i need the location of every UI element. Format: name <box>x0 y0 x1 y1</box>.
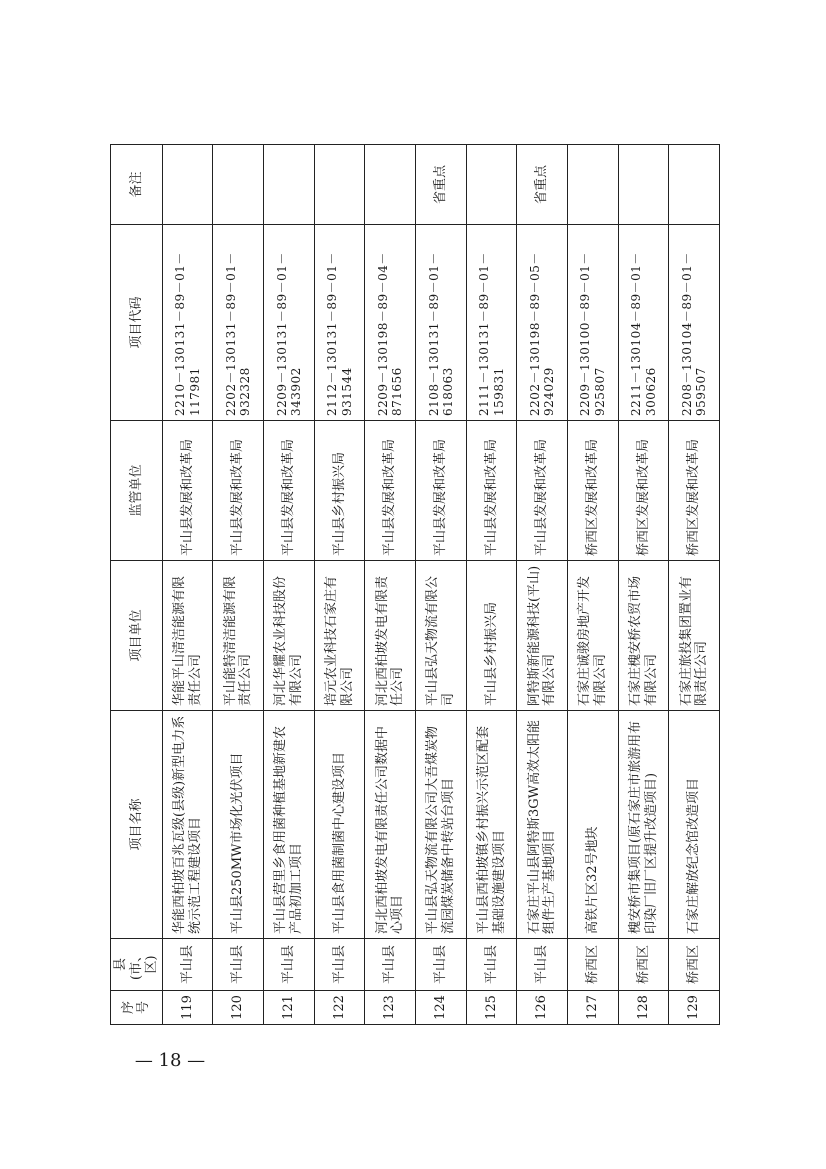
cell-county: 平山县 <box>517 939 568 991</box>
table-row <box>517 145 568 1025</box>
cell-seq: 122 <box>314 991 365 1025</box>
cell-county: 平山县 <box>314 939 365 991</box>
cell-county: 桥西区 <box>618 939 669 991</box>
cell-county: 平山县 <box>162 939 213 991</box>
table-header-row <box>111 145 163 1025</box>
cell-project-code: 2112－130131－89－01－931544 <box>314 225 365 421</box>
cell-note <box>618 145 669 225</box>
table-body <box>162 145 719 1025</box>
cell-supervisor: 平山县发展和改革局 <box>162 421 213 561</box>
page-number: — 18 — <box>134 1049 206 1071</box>
cell-note <box>162 145 213 225</box>
cell-county: 桥西区 <box>669 939 720 991</box>
cell-project-unit: 河北西柏坡发电有限责任公司 <box>365 561 416 711</box>
cell-project-code: 2209－130131－89－01－343902 <box>264 225 315 421</box>
cell-supervisor: 桥西区发展和改革局 <box>568 421 619 561</box>
cell-project-code: 2202－130198－89－05－924029 <box>517 225 568 421</box>
cell-supervisor: 桥西区发展和改革局 <box>669 421 720 561</box>
cell-project-unit: 河北华耀农业科技股份有限公司 <box>264 561 315 711</box>
cell-project-unit: 平山县乡村振兴局 <box>466 561 517 711</box>
cell-supervisor: 平山县发展和改革局 <box>213 421 264 561</box>
cell-note: 省重点 <box>517 145 568 225</box>
cell-seq: 125 <box>466 991 517 1025</box>
cell-project-name: 石家庄平山县阿特斯3GW高效太阳能组件生产基地项目 <box>517 711 568 939</box>
cell-seq: 128 <box>618 991 669 1025</box>
cell-project-unit: 华能平山清洁能源有限责任公司 <box>162 561 213 711</box>
header-project-name: 项目名称 <box>111 711 163 939</box>
cell-project-name: 河北西柏坡发电有限责任公司数据中心项目 <box>365 711 416 939</box>
cell-county: 桥西区 <box>568 939 619 991</box>
cell-project-code: 2108－130131－89－01－618063 <box>416 225 467 421</box>
cell-seq: 120 <box>213 991 264 1025</box>
cell-project-unit: 石家庄旅投集团置业有限责任公司 <box>669 561 720 711</box>
cell-project-name: 平山县食用菌制菌中心建设项目 <box>314 711 365 939</box>
cell-project-unit: 石家庄诚骏房地产开发有限公司 <box>568 561 619 711</box>
cell-project-code: 2111－130131－89－01－159831 <box>466 225 517 421</box>
cell-seq: 119 <box>162 991 213 1025</box>
cell-project-code: 2208－130104－89－01－959507 <box>669 225 720 421</box>
cell-supervisor: 平山县发展和改革局 <box>264 421 315 561</box>
header-seq: 序号 <box>111 991 163 1025</box>
cell-note: 省重点 <box>416 145 467 225</box>
table-row <box>618 145 669 1025</box>
cell-supervisor: 平山县发展和改革局 <box>466 421 517 561</box>
cell-seq: 127 <box>568 991 619 1025</box>
cell-seq: 121 <box>264 991 315 1025</box>
cell-county: 平山县 <box>264 939 315 991</box>
cell-project-code: 2209－130198－89－04－871656 <box>365 225 416 421</box>
cell-project-code: 2210－130131－89－01－117981 <box>162 225 213 421</box>
cell-seq: 126 <box>517 991 568 1025</box>
cell-project-unit: 培元农业科技石家庄有限公司 <box>314 561 365 711</box>
rotated-table-wrapper <box>110 145 720 1025</box>
cell-supervisor: 平山县发展和改革局 <box>416 421 467 561</box>
cell-supervisor: 平山县乡村振兴局 <box>314 421 365 561</box>
cell-project-code: 2202－130131－89－01－932328 <box>213 225 264 421</box>
cell-note <box>669 145 720 225</box>
cell-county: 平山县 <box>213 939 264 991</box>
cell-supervisor: 桥西区发展和改革局 <box>618 421 669 561</box>
cell-project-name: 高铁片区32号地块 <box>568 711 619 939</box>
header-project-code: 项目代码 <box>111 225 163 421</box>
cell-supervisor: 平山县发展和改革局 <box>365 421 416 561</box>
cell-note <box>264 145 315 225</box>
table-row <box>213 145 264 1025</box>
table-row <box>314 145 365 1025</box>
cell-note <box>568 145 619 225</box>
table-row <box>416 145 467 1025</box>
cell-county: 平山县 <box>466 939 517 991</box>
table-row <box>264 145 315 1025</box>
cell-seq: 124 <box>416 991 467 1025</box>
header-supervisor: 监管单位 <box>111 421 163 561</box>
cell-project-name: 平山县西柏坡镇乡村振兴示范区配套基础设施建设项目 <box>466 711 517 939</box>
cell-project-unit: 阿特斯新能源科技(平山)有限公司 <box>517 561 568 711</box>
header-project-unit: 项目单位 <box>111 561 163 711</box>
cell-county: 平山县 <box>365 939 416 991</box>
header-county: 县 (市、区) <box>111 939 163 991</box>
table-row <box>466 145 517 1025</box>
cell-project-unit: 石家庄槐安桥农贸市场有限公司 <box>618 561 669 711</box>
cell-project-unit: 平山能特清洁能源有限责任公司 <box>213 561 264 711</box>
header-note: 备注 <box>111 145 163 225</box>
project-table <box>110 144 720 1025</box>
cell-project-code: 2209－130100－89－01－925807 <box>568 225 619 421</box>
table-row <box>669 145 720 1025</box>
cell-project-name: 平山县250MW市场化光伏项目 <box>213 711 264 939</box>
cell-project-name: 石家庄解放纪念馆改造项目 <box>669 711 720 939</box>
table-row <box>568 145 619 1025</box>
cell-seq: 129 <box>669 991 720 1025</box>
cell-project-name: 华能西柏坡百兆瓦级(县级)新型电力系统示范工程建设项目 <box>162 711 213 939</box>
cell-county: 平山县 <box>416 939 467 991</box>
table-row <box>365 145 416 1025</box>
cell-note <box>314 145 365 225</box>
cell-project-code: 2211－130104－89－01－300626 <box>618 225 669 421</box>
cell-project-unit: 平山县弘天物流有限公司 <box>416 561 467 711</box>
cell-supervisor: 平山县发展和改革局 <box>517 421 568 561</box>
cell-note <box>213 145 264 225</box>
cell-project-name: 平山县营里乡食用菌种植基地新建农产品初加工项目 <box>264 711 315 939</box>
cell-note <box>365 145 416 225</box>
cell-project-name: 平山县弘天物流有限公司大吾煤炭物流园煤炭储备中转站台项目 <box>416 711 467 939</box>
cell-seq: 123 <box>365 991 416 1025</box>
table-row <box>162 145 213 1025</box>
cell-note <box>466 145 517 225</box>
cell-project-name: 槐安桥市集项目(原石家庄市旅游用布印染厂旧厂区提升改造项目) <box>618 711 669 939</box>
